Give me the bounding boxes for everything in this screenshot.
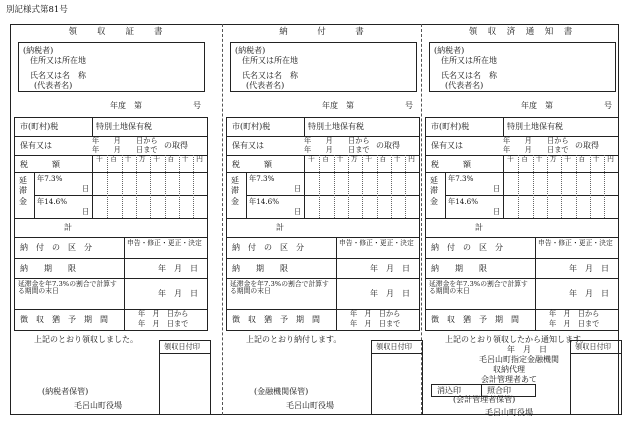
late-calc-date: 年 月 日 (569, 289, 609, 298)
due-date-label: 納 期 限 (20, 264, 76, 273)
city-tax-label: 市(町村)税 (431, 122, 470, 131)
digit-divider (604, 155, 605, 218)
digit-label: 千 (308, 155, 315, 163)
number-suffix: 号 (604, 101, 612, 110)
digit-label: 円 (607, 155, 614, 163)
late-rate-2: 年14.6% (249, 197, 280, 206)
digit-label: 十 (336, 155, 344, 163)
late-rate-2-day: 日 (294, 207, 302, 216)
tax-amount-label: 税 額 (232, 160, 272, 169)
panel-title: 領 収 証 書 (68, 27, 164, 37)
late-rate-1: 年7.3% (448, 174, 474, 183)
digit-divider (590, 155, 591, 218)
form-number: 別記様式第81号 (6, 5, 68, 15)
digit-divider (179, 155, 180, 218)
fiscal-year-label: 年度 (322, 101, 338, 110)
designated-bank: 毛呂山町指定金融機関 (479, 355, 559, 364)
late-calc-period-label: 延滞金を年7.3%の割合で計算する期間の末日 (429, 280, 528, 296)
city-tax-label: 市(町村)税 (232, 122, 271, 131)
late-fee-label: 延滞金 (430, 176, 438, 206)
date-stamp-label: 領収日付印 (376, 342, 412, 351)
digit-divider (405, 155, 406, 218)
digit-label: 十 (181, 155, 189, 163)
address-label: 住所又は所在地 (441, 56, 497, 65)
late-calc-date: 年 月 日 (158, 289, 198, 298)
address-label: 住所又は所在地 (242, 56, 298, 65)
representative-label: (代表者名) (445, 81, 484, 90)
late-rate-1: 年7.3% (249, 174, 275, 183)
due-date-label: 納 期 限 (431, 264, 487, 273)
representative-label: (代表者名) (34, 81, 73, 90)
payment-category-values: 申告・修正・更正・決定 (127, 239, 202, 247)
grace-period-label: 徴 収 猶 予 期 間 (20, 315, 108, 324)
digit-label: 万 (549, 155, 557, 163)
possession-label: 保有又は (20, 141, 52, 150)
digit-divider (533, 155, 534, 218)
period-to-label: 日まで (136, 145, 158, 154)
period-from-label: 日から (547, 136, 569, 145)
grace-period-label: 徴 収 猶 予 期 間 (232, 315, 320, 324)
office-name: 毛呂山町役場 (485, 408, 533, 417)
digit-label: 円 (196, 155, 203, 163)
payment-category-values: 申告・修正・更正・決定 (538, 239, 613, 247)
period-to-ym: 年 月 (503, 145, 532, 154)
digit-divider (319, 155, 320, 218)
treasurer-address: 会計管理者あて (481, 375, 537, 384)
name-label: 氏名又は名 称 (441, 71, 497, 80)
digit-label: 百 (110, 155, 118, 163)
digit-label: 千 (96, 155, 103, 163)
digit-label: 千 (365, 155, 372, 163)
late-rate-2: 年14.6% (37, 197, 68, 206)
late-rate-1-day: 日 (82, 184, 90, 193)
digit-divider (377, 155, 378, 218)
digit-label: 千 (564, 155, 571, 163)
period-to-ym: 年 月 (304, 145, 333, 154)
digit-divider (362, 155, 363, 218)
keeper-label: (会計管理者保管) (453, 395, 516, 404)
digit-label: 百 (379, 155, 387, 163)
panel-title: 納 付 書 (279, 27, 365, 37)
late-rate-1-day: 日 (294, 184, 302, 193)
due-date-value: 年 月 日 (158, 264, 198, 273)
keeper-label: (金融機関保管) (254, 387, 309, 396)
tax-name: 特別土地保有税 (96, 122, 152, 131)
period-to-label: 日まで (547, 145, 569, 154)
tax-amount-label: 税 額 (20, 160, 60, 169)
digit-label: 十 (393, 155, 401, 163)
grace-from: 年 月 日から (549, 309, 600, 318)
period-from-label: 日から (136, 136, 158, 145)
receipt-panel (12, 24, 220, 415)
number-prefix: 第 (545, 101, 553, 110)
late-calc-period-label: 延滞金を年7.3%の割合で計算する期間の末日 (230, 280, 329, 296)
payment-category-label: 納 付 の 区 分 (431, 243, 503, 252)
digit-divider (561, 155, 562, 218)
acquisition-label: の取得 (575, 141, 599, 150)
late-fee-label: 延滞金 (19, 176, 27, 206)
digit-label: 百 (167, 155, 175, 163)
digit-label: 十 (592, 155, 600, 163)
digit-divider (348, 155, 349, 218)
possession-label: 保有又は (232, 141, 264, 150)
period-to-ym: 年 月 (92, 145, 121, 154)
panel-message: 上記のとおり納付します。 (246, 335, 342, 344)
representative-label: (代表者名) (246, 81, 285, 90)
due-date-value: 年 月 日 (569, 264, 609, 273)
digit-divider (107, 155, 108, 218)
clearing-stamp-label: 消込印 (437, 386, 461, 395)
perforation-line-1 (222, 24, 223, 415)
period-from-ym: 年 月 (304, 136, 333, 145)
keeper-label: (納税者保管) (42, 387, 89, 396)
name-label: 氏名又は名 称 (242, 71, 298, 80)
digit-label: 千 (507, 155, 514, 163)
panel-message: 上記のとおり領収しました。 (34, 335, 138, 344)
period-from-ym: 年 月 (92, 136, 121, 145)
tax-name: 特別土地保有税 (308, 122, 364, 131)
digit-divider (576, 155, 577, 218)
panel-message: 上記のとおり領収したから通知します。 (445, 335, 589, 344)
digit-label: 十 (124, 155, 132, 163)
payment-slip-panel (224, 24, 420, 415)
payment-category-label: 納 付 の 区 分 (232, 243, 304, 252)
digit-divider (165, 155, 166, 218)
tax-amount-label: 税 額 (431, 160, 471, 169)
period-from-label: 日から (348, 136, 370, 145)
payment-category-values: 申告・修正・更正・決定 (339, 239, 414, 247)
total-label: 計 (276, 223, 284, 232)
stamp-row-box (431, 384, 536, 397)
verification-stamp-label: 照合印 (487, 386, 511, 395)
digit-divider (547, 155, 548, 218)
grace-to: 年 月 日まで (138, 319, 189, 328)
digit-divider (193, 155, 194, 218)
digit-divider (334, 155, 335, 218)
late-rate-2-day: 日 (493, 207, 501, 216)
late-calc-date: 年 月 日 (370, 289, 410, 298)
grace-from: 年 月 日から (138, 309, 189, 318)
late-calc-period-label: 延滞金を年7.3%の割合で計算する期間の末日 (18, 280, 117, 296)
number-suffix: 号 (405, 101, 413, 110)
late-rate-2-day: 日 (82, 207, 90, 216)
acquisition-label: の取得 (164, 141, 188, 150)
number-prefix: 第 (134, 101, 142, 110)
digit-label: 百 (578, 155, 586, 163)
digit-label: 千 (153, 155, 160, 163)
payment-category-label: 納 付 の 区 分 (20, 243, 92, 252)
number-suffix: 号 (193, 101, 201, 110)
taxpayer-label: (納税者) (434, 46, 465, 55)
due-date-value: 年 月 日 (370, 264, 410, 273)
notice-date: 年 月 日 (507, 345, 547, 354)
total-label: 計 (475, 223, 483, 232)
collection-agent: 収納代理 (493, 365, 525, 374)
date-stamp-label: 領収日付印 (164, 342, 200, 351)
taxpayer-label: (納税者) (235, 46, 266, 55)
digit-divider (150, 155, 151, 218)
grace-from: 年 月 日から (350, 309, 401, 318)
digit-label: 十 (535, 155, 543, 163)
office-name: 毛呂山町役場 (286, 401, 334, 410)
address-label: 住所又は所在地 (30, 56, 86, 65)
fiscal-year-label: 年度 (521, 101, 537, 110)
panel-title: 領 収 済 通 知 書 (468, 27, 574, 37)
possession-label: 保有又は (431, 141, 463, 150)
office-name: 毛呂山町役場 (74, 401, 122, 410)
digit-label: 万 (350, 155, 358, 163)
late-rate-1-day: 日 (493, 184, 501, 193)
number-prefix: 第 (346, 101, 354, 110)
grace-to: 年 月 日まで (350, 319, 401, 328)
digit-label: 円 (408, 155, 415, 163)
late-rate-1: 年7.3% (37, 174, 63, 183)
tax-name: 特別土地保有税 (507, 122, 563, 131)
period-from-ym: 年 月 (503, 136, 532, 145)
date-stamp-label: 領収日付印 (575, 342, 611, 351)
digit-divider (518, 155, 519, 218)
total-label: 計 (64, 223, 72, 232)
digit-label: 百 (322, 155, 330, 163)
receipt-notice-panel (423, 24, 619, 415)
acquisition-label: の取得 (376, 141, 400, 150)
digit-divider (122, 155, 123, 218)
digit-label: 万 (138, 155, 146, 163)
name-label: 氏名又は名 称 (30, 71, 86, 80)
digit-divider (136, 155, 137, 218)
due-date-label: 納 期 限 (232, 264, 288, 273)
period-to-label: 日まで (348, 145, 370, 154)
digit-divider (391, 155, 392, 218)
late-rate-2: 年14.6% (448, 197, 479, 206)
grace-period-label: 徴 収 猶 予 期 間 (431, 315, 519, 324)
city-tax-label: 市(町村)税 (20, 122, 59, 131)
taxpayer-label: (納税者) (23, 46, 54, 55)
fiscal-year-label: 年度 (110, 101, 126, 110)
late-fee-label: 延滞金 (231, 176, 239, 206)
digit-label: 百 (521, 155, 529, 163)
grace-to: 年 月 日まで (549, 319, 600, 328)
